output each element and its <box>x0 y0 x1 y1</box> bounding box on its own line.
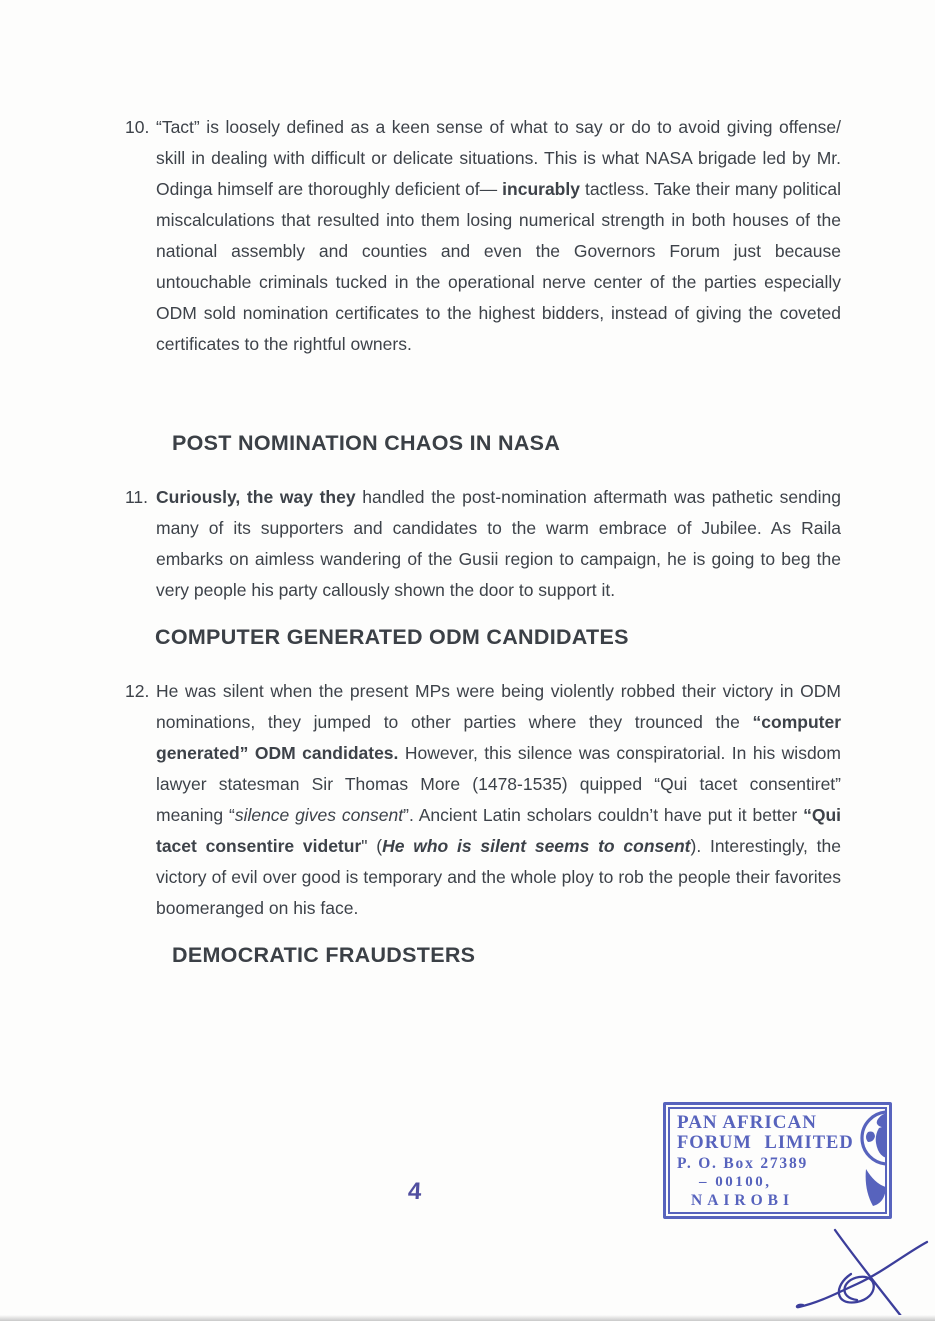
numbered-paragraph <box>125 482 841 606</box>
document-body <box>125 112 841 969</box>
paragraph-number: 12. <box>125 681 150 701</box>
signature <box>783 1222 935 1321</box>
text-run: Curiously, the way they <box>156 487 356 507</box>
section-heading: COMPUTER GENERATED ODM CANDIDATES <box>155 625 629 649</box>
stamp-line: FORUM LIMITED <box>677 1133 854 1153</box>
text-run: “computer generated” ODM candidates. <box>156 712 841 763</box>
text-run: ). Interestingly, the victory of evil over good is temporary and the whole ploy to rob the people their favorites boomeranged on his face. <box>156 836 841 918</box>
section-heading: POST NOMINATION CHAOS IN NASA <box>172 431 561 455</box>
paragraph-number: 10. <box>125 117 150 137</box>
section-heading: DEMOCRATIC FRAUDSTERS <box>172 943 476 967</box>
text-run: He was silent when the present MPs were being violently robbed their victory in ODM nominations, they jumped to other parties where they trounced the <box>156 681 841 732</box>
text-run: " ( <box>361 836 383 856</box>
text-run: handled the post-nomination aftermath was pathetic sending many of its supporters and candidates to the warm embrace of Jubilee. As Raila embarks on aimless wandering of the Gusii region to campaign, he is going to beg the very people his party callously shown the door to support it. <box>156 487 841 600</box>
stamp-line: PAN AFRICAN <box>677 1112 817 1133</box>
text-run: He who is silent seems to consent <box>382 836 691 856</box>
numbered-paragraph <box>125 112 841 360</box>
stamp-line: P. O. Box 27389 <box>677 1155 809 1172</box>
stamp-line: – 00100, <box>699 1174 772 1190</box>
stamp-line: NAIROBI <box>691 1192 795 1209</box>
text-run: “Qui tacet consentire videtur <box>156 805 841 856</box>
text-run: “Tact” is loosely defined as a keen sense of what to say or do to avoid giving offense/ skill in dealing with difficult or delicate situations. This is what NASA brigade led by Mr. Odinga himself are thoroughly deficient of— <box>156 117 841 199</box>
numbered-paragraph <box>125 676 841 924</box>
globe-icon <box>854 1109 887 1212</box>
text-run: ”. Ancient Latin scholars couldn’t have put it better <box>403 805 804 825</box>
scan-edge <box>0 1315 935 1321</box>
text-run: tactless. Take their many political miscalculations that resulted into them losing numerical strength in both houses of the national assembly and counties and even the Governors Forum just because untouchable criminals tucked in the operational nerve center of the parties especially ODM sold nomination certificates to the highest bidders, instead of giving the coveted certificates to the rightful owners. <box>156 179 841 354</box>
page-number: 4 <box>407 1178 423 1205</box>
text-run: incurably <box>502 179 580 199</box>
stamp-text <box>670 1109 854 1212</box>
paragraph-number: 11. <box>125 487 149 507</box>
text-run: silence gives consent <box>234 805 404 825</box>
company-stamp <box>663 1102 892 1219</box>
stamp-inner-border <box>668 1107 887 1214</box>
text-run: However, this silence was conspiratorial. In his wisdom lawyer statesman Sir Thomas More (1478-1535) quipped “Qui tacet consentiret” meaning “ <box>156 743 841 825</box>
